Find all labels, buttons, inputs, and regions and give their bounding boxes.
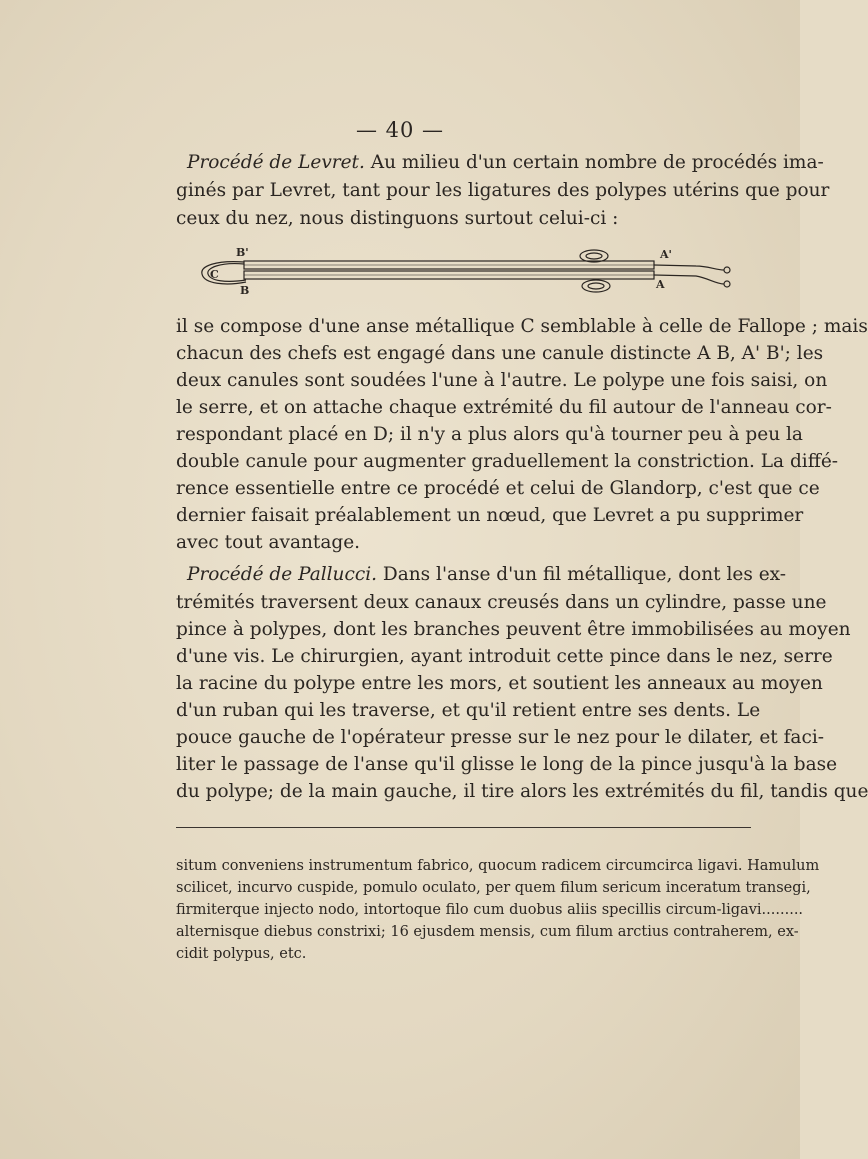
- text-line: chacun des chefs est engagé dans une canule distincte A B, A' B'; les: [176, 343, 824, 364]
- page-number: — 40 —: [355, 118, 445, 142]
- footnote-line: cidit polypus, etc.: [176, 946, 307, 962]
- label-A-prime: A': [660, 248, 672, 261]
- text-line: d'une vis. Le chirurgien, ayant introduit cette pince dans le nez, serre: [176, 646, 833, 667]
- text-line: d'un ruban qui les traverse, et qu'il retient entre ses dents. Le: [176, 700, 761, 721]
- text-line: rence essentielle entre ce procédé et celui de Glandorp, c'est que ce: [176, 478, 820, 499]
- label-C: C: [210, 268, 219, 281]
- text-line: trémités traversent deux canaux creusés dans un cylindre, passe une: [176, 592, 827, 613]
- text-line: dernier faisait préalablement un nœud, que Levret a pu supprimer: [176, 505, 804, 526]
- text-line: avec tout avantage.: [176, 532, 361, 553]
- text-line: la racine du polype entre les mors, et soutient les anneaux au moyen: [176, 673, 823, 694]
- footnote-line: situm conveniens instrumentum fabrico, quocum radicem circumcirca ligavi. Hamulum: [176, 858, 820, 874]
- ring-lower: [582, 280, 610, 292]
- footnote-rule: [176, 827, 751, 828]
- text-line: deux canules sont soudées l'une à l'autre. Le polype une fois saisi, on: [176, 370, 828, 391]
- text-line: ceux du nez, nous distinguons surtout celui-ci :: [176, 208, 619, 229]
- label-A: A: [656, 278, 665, 291]
- text-line: le serre, et on attache chaque extrémité du fil autour de l'anneau cor-: [176, 397, 832, 418]
- section-heading: Procédé de Pallucci.: [187, 564, 377, 585]
- label-B-prime: B': [236, 246, 249, 259]
- text-line: respondant placé en D; il n'y a plus alors qu'à tourner peu à peu la: [176, 424, 803, 445]
- footnote-line: scilicet, incurvo cuspide, pomulo oculato, per quem filum sericum inceratum transegi,: [176, 880, 811, 896]
- text-line: il se compose d'une anse métallique C semblable à celle de Fallope ; mais: [176, 316, 868, 337]
- section-heading: Procédé de Levret.: [187, 152, 365, 173]
- text-line: ginés par Levret, tant pour les ligatures des polypes utérins que pour: [176, 180, 830, 201]
- footnote-line: firmiterque injecto nodo, intortoque filo cum duobus aliis specillis circum-ligavi.........: [176, 902, 804, 918]
- text-line: pince à polypes, dont les branches peuvent être immobilisées au moyen: [176, 619, 851, 640]
- text-line: pouce gauche de l'opérateur presse sur le nez pour le dilater, et faci-: [176, 727, 824, 748]
- text-line: Procédé de Pallucci. Dans l'anse d'un fil métallique, dont les ex-: [187, 564, 787, 585]
- instrument-figure: [196, 244, 736, 296]
- label-B: B: [240, 284, 250, 297]
- text-line: double canule pour augmenter graduellement la constriction. La diffé-: [176, 451, 839, 472]
- text-line: du polype; de la main gauche, il tire alors les extrémités du fil, tandis que: [176, 781, 868, 802]
- text-line: Procédé de Levret. Au milieu d'un certain nombre de procédés ima-: [187, 152, 824, 173]
- wire-end-upper: [654, 265, 724, 270]
- ring-upper: [580, 250, 608, 262]
- footnote-line: alternisque diebus constrixi; 16 ejusdem mensis, cum filum arctius contraherem, ex-: [176, 924, 799, 940]
- text-line: liter le passage de l'anse qu'il glisse le long de la pince jusqu'à la base: [176, 754, 838, 775]
